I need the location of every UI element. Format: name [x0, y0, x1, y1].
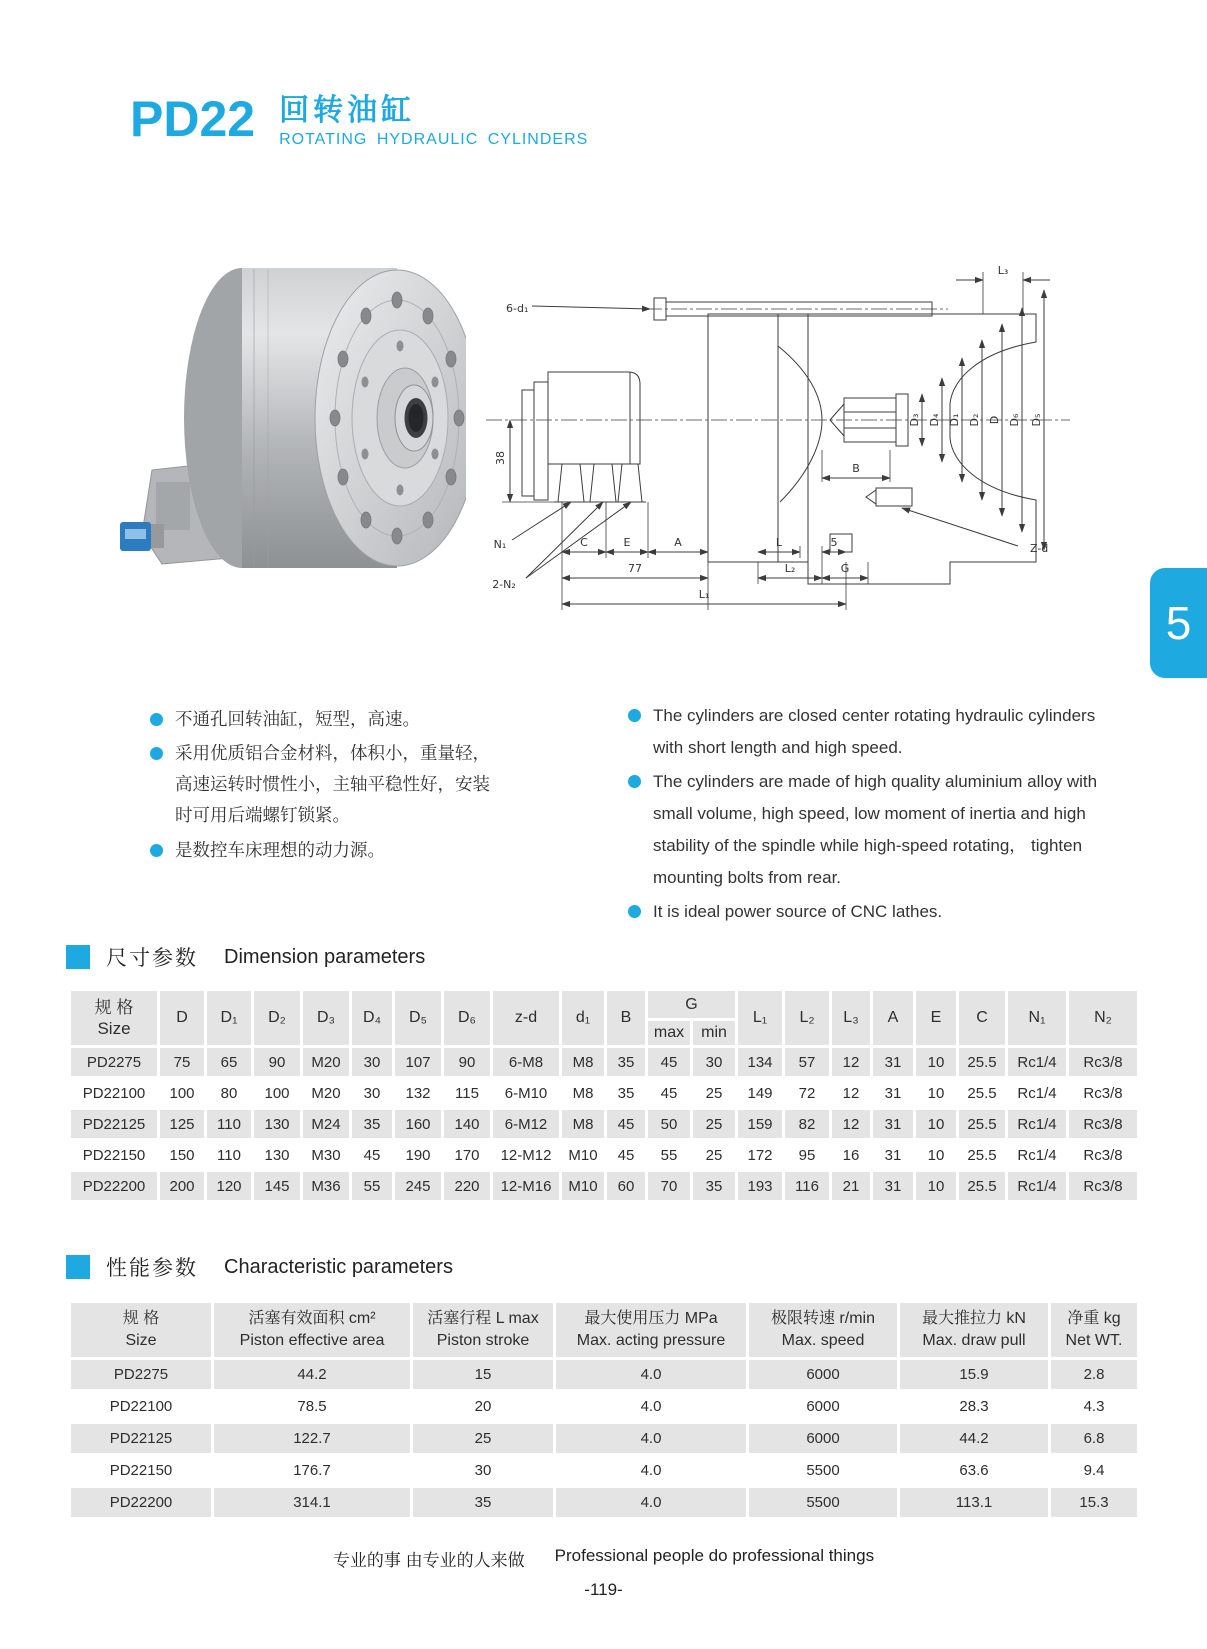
table-cell: 10 — [916, 1141, 956, 1169]
table-cell: 63.6 — [900, 1456, 1048, 1485]
feature-item — [150, 738, 502, 831]
dim-label-d6: D₆ — [1008, 413, 1021, 427]
dim-label-l3: L₃ — [997, 264, 1009, 277]
table-cell: 134 — [738, 1048, 782, 1076]
section-square-icon — [66, 945, 90, 969]
table-cell: PD22200 — [71, 1488, 211, 1517]
table-cell: 4.0 — [556, 1456, 746, 1485]
bullet-dot-icon — [150, 713, 163, 726]
col-header-en: Max. draw pull — [922, 1332, 1026, 1349]
col-header-size-zh: 规 格 — [94, 997, 134, 1017]
table-cell: 35 — [413, 1488, 553, 1517]
table-cell: 55 — [352, 1172, 392, 1200]
col-header: E — [916, 991, 956, 1045]
col-header-en: Max. acting pressure — [576, 1332, 726, 1349]
table-cell: M8 — [562, 1110, 604, 1138]
table-cell: PD22100 — [71, 1392, 211, 1421]
table-cell: 31 — [873, 1079, 913, 1107]
table-cell: 45 — [607, 1141, 645, 1169]
col-header-size-en: Size — [97, 1019, 131, 1038]
table-row — [71, 1048, 1137, 1076]
table-cell: 5500 — [749, 1488, 897, 1517]
table-cell: 25.5 — [959, 1141, 1005, 1169]
col-header: L₂ — [785, 991, 829, 1045]
bullet-dot-icon — [628, 709, 641, 722]
table-cell: Rc1/4 — [1008, 1079, 1066, 1107]
section-title-en: Dimension parameters — [224, 945, 426, 968]
technical-drawing — [478, 250, 1078, 627]
characteristic-table — [68, 1300, 1140, 1520]
table-cell: 6-M12 — [493, 1110, 559, 1138]
table-cell: 115 — [444, 1079, 490, 1107]
table-cell: 132 — [395, 1079, 441, 1107]
col-header — [1051, 1303, 1137, 1357]
table-cell: 57 — [785, 1048, 829, 1076]
col-header: D₅ — [395, 991, 441, 1045]
table-cell: 25.5 — [959, 1048, 1005, 1076]
dimension-section-header — [66, 942, 425, 972]
col-header-en: Piston effective area — [239, 1332, 385, 1349]
feature-text: It is ideal power source of CNC lathes. — [653, 901, 943, 921]
footer-slogan-zh: 专业的事 由专业的人来做 — [332, 1551, 525, 1570]
table-cell: Rc3/8 — [1069, 1079, 1137, 1107]
col-header — [749, 1303, 897, 1357]
table-cell: 190 — [395, 1141, 441, 1169]
table-cell: 113.1 — [900, 1488, 1048, 1517]
col-header-en: Size — [125, 1332, 157, 1349]
col-header: L₃ — [832, 991, 870, 1045]
table-cell: 159 — [738, 1110, 782, 1138]
col-header-gmax: max — [648, 1021, 690, 1045]
dim-label-l: L — [775, 536, 783, 549]
table-cell: 31 — [873, 1110, 913, 1138]
dim-label-77: 77 — [628, 562, 642, 575]
col-header — [71, 1303, 211, 1357]
table-cell: 90 — [254, 1048, 300, 1076]
brand-header — [130, 91, 589, 149]
dim-label-d5: D₅ — [1030, 413, 1043, 427]
table-cell: M24 — [303, 1110, 349, 1138]
table-cell: 12 — [832, 1110, 870, 1138]
table-cell: PD22150 — [71, 1141, 157, 1169]
table-cell: PD22100 — [71, 1079, 157, 1107]
table-cell: 245 — [395, 1172, 441, 1200]
table-row — [71, 1424, 1137, 1453]
col-header: C — [959, 991, 1005, 1045]
table-cell: 149 — [738, 1079, 782, 1107]
table-cell: 107 — [395, 1048, 441, 1076]
table-cell: 193 — [738, 1172, 782, 1200]
drawing-labels — [492, 264, 1048, 601]
table-cell: 25 — [693, 1141, 735, 1169]
dim-label-g: G — [840, 562, 850, 575]
table-cell: 25.5 — [959, 1172, 1005, 1200]
table-cell: 6000 — [749, 1360, 897, 1389]
table-cell: 12 — [832, 1048, 870, 1076]
col-header-zh: 最大使用压力 MPa — [584, 1309, 718, 1327]
dim-label-c: C — [580, 536, 588, 549]
table-cell: 220 — [444, 1172, 490, 1200]
col-header: D₂ — [254, 991, 300, 1045]
dim-label-b: B — [852, 462, 860, 475]
feature-text: The cylinders are made of high quality aluminium alloy with small volume, high speed, low moment of inertia and high stability of the spindle while high-speed rotating， tighten mounting bolts from rear. — [653, 771, 1098, 888]
col-header — [556, 1303, 746, 1357]
footer-slogan — [0, 1546, 1207, 1571]
dim-label-n1: N₁ — [493, 538, 507, 551]
table-cell: PD2275 — [71, 1048, 157, 1076]
bullet-dot-icon — [628, 775, 641, 788]
col-header-zh: 规 格 — [122, 1309, 160, 1327]
dim-label-38: 38 — [494, 451, 507, 465]
table-cell: 44.2 — [214, 1360, 410, 1389]
table-cell: 15.9 — [900, 1360, 1048, 1389]
table-cell: Rc3/8 — [1069, 1172, 1137, 1200]
features-list-en — [628, 700, 1112, 929]
table-cell: 30 — [352, 1048, 392, 1076]
section-square-icon — [66, 1255, 90, 1279]
table-cell: 30 — [693, 1048, 735, 1076]
dim-label-d1: D₁ — [948, 413, 961, 427]
table-cell: PD22200 — [71, 1172, 157, 1200]
col-header-g: G — [648, 991, 735, 1018]
table-cell: 90 — [444, 1048, 490, 1076]
dimension-table — [68, 988, 1140, 1203]
dim-label-2n2: 2-N₂ — [492, 578, 516, 591]
feature-item — [150, 835, 502, 866]
table-cell: 150 — [160, 1141, 204, 1169]
table-cell: M10 — [562, 1141, 604, 1169]
table-cell: 25.5 — [959, 1110, 1005, 1138]
table-cell: Rc1/4 — [1008, 1110, 1066, 1138]
table-cell: Rc3/8 — [1069, 1141, 1137, 1169]
page-title-zh: 回转油缸 — [279, 94, 416, 127]
table-cell: 20 — [413, 1392, 553, 1421]
table-cell: 45 — [352, 1141, 392, 1169]
section-title-zh: 尺寸参数 — [106, 947, 198, 970]
col-header-gmin: min — [693, 1021, 735, 1045]
dim-label-zd: Z-d — [1030, 542, 1049, 555]
table-cell: M8 — [562, 1048, 604, 1076]
table-cell: 35 — [352, 1110, 392, 1138]
table-cell: 9.4 — [1051, 1456, 1137, 1485]
table-cell: 78.5 — [214, 1392, 410, 1421]
table-cell: 16 — [832, 1141, 870, 1169]
col-header-size — [71, 991, 157, 1045]
table-cell: 25 — [693, 1079, 735, 1107]
cylinder-photo-shape — [120, 268, 466, 568]
table-cell: M8 — [562, 1079, 604, 1107]
feature-item — [628, 766, 1112, 895]
dim-label-d3: D₃ — [908, 413, 921, 427]
table-cell: 10 — [916, 1079, 956, 1107]
table-row — [71, 1110, 1137, 1138]
table-cell: M20 — [303, 1079, 349, 1107]
table-cell: Rc3/8 — [1069, 1048, 1137, 1076]
section-title-zh: 性能参数 — [106, 1257, 198, 1280]
dim-label-e: E — [623, 536, 631, 549]
table-cell: 30 — [413, 1456, 553, 1485]
col-header: D₃ — [303, 991, 349, 1045]
table-cell: 176.7 — [214, 1456, 410, 1485]
dim-label-5: 5 — [830, 536, 838, 549]
features-list-zh — [150, 704, 502, 869]
table-cell: 160 — [395, 1110, 441, 1138]
table-cell: 25.5 — [959, 1079, 1005, 1107]
table-cell: 70 — [648, 1172, 690, 1200]
table-cell: 65 — [207, 1048, 251, 1076]
col-header-en: Net WT. — [1065, 1332, 1123, 1349]
footer-slogan-en: Professional people do professional things — [554, 1546, 875, 1565]
dim-label-6d1: 6-d₁ — [506, 302, 529, 315]
dim-label-d4: D₄ — [928, 413, 941, 427]
dim-label-d2: D₂ — [968, 413, 981, 427]
col-header: N₂ — [1069, 991, 1137, 1045]
table-cell: 100 — [254, 1079, 300, 1107]
table-cell: 75 — [160, 1048, 204, 1076]
table-cell: 15.3 — [1051, 1488, 1137, 1517]
table-cell: 6000 — [749, 1392, 897, 1421]
col-header: z-d — [493, 991, 559, 1045]
table-cell: 31 — [873, 1141, 913, 1169]
table-cell: 6-M8 — [493, 1048, 559, 1076]
table-cell: 4.3 — [1051, 1392, 1137, 1421]
table-cell: 100 — [160, 1079, 204, 1107]
table-cell: 6-M10 — [493, 1079, 559, 1107]
table-cell: PD2275 — [71, 1360, 211, 1389]
bullet-dot-icon — [628, 905, 641, 918]
table-cell: M10 — [562, 1172, 604, 1200]
col-header: B — [607, 991, 645, 1045]
title-group — [279, 94, 588, 149]
table-cell: 145 — [254, 1172, 300, 1200]
dim-label-l2: L₂ — [784, 562, 796, 575]
table-cell: 122.7 — [214, 1424, 410, 1453]
col-header-zh: 净重 kg — [1067, 1309, 1121, 1327]
table-cell: 130 — [254, 1141, 300, 1169]
table-cell: 4.0 — [556, 1360, 746, 1389]
col-header: D — [160, 991, 204, 1045]
col-header: d₁ — [562, 991, 604, 1045]
table-cell: 130 — [254, 1110, 300, 1138]
table-cell: 35 — [607, 1079, 645, 1107]
table-cell: 125 — [160, 1110, 204, 1138]
table-cell: 116 — [785, 1172, 829, 1200]
table-cell: PD22125 — [71, 1424, 211, 1453]
table-cell: 25 — [413, 1424, 553, 1453]
table-cell: Rc1/4 — [1008, 1141, 1066, 1169]
col-header — [413, 1303, 553, 1357]
table-cell: 4.0 — [556, 1488, 746, 1517]
feature-text: 不通孔回转油缸，短型，高速。 — [175, 709, 420, 729]
table-cell: 45 — [648, 1079, 690, 1107]
table-cell: 21 — [832, 1172, 870, 1200]
table-cell: 80 — [207, 1079, 251, 1107]
table-cell: 55 — [648, 1141, 690, 1169]
col-header: A — [873, 991, 913, 1045]
table-cell: 5500 — [749, 1456, 897, 1485]
table-cell: 170 — [444, 1141, 490, 1169]
table-cell: 25 — [693, 1110, 735, 1138]
feature-item — [628, 896, 1112, 928]
table-cell: 10 — [916, 1110, 956, 1138]
col-header — [900, 1303, 1048, 1357]
col-header: D₁ — [207, 991, 251, 1045]
table-cell: 44.2 — [900, 1424, 1048, 1453]
feature-item — [628, 700, 1112, 765]
table-row — [71, 1360, 1137, 1389]
col-header: D₆ — [444, 991, 490, 1045]
table-cell: 110 — [207, 1141, 251, 1169]
table-cell: 10 — [916, 1172, 956, 1200]
table-row — [71, 1079, 1137, 1107]
table-cell: 45 — [648, 1048, 690, 1076]
col-header-zh: 最大推拉力 kN — [921, 1309, 1026, 1327]
table-cell: 30 — [352, 1079, 392, 1107]
table-row — [71, 1172, 1137, 1200]
col-header: N₁ — [1008, 991, 1066, 1045]
col-header-zh: 活塞行程 L max — [427, 1309, 539, 1327]
col-header-zh: 活塞有效面积 cm² — [248, 1309, 376, 1327]
table-cell: PD22125 — [71, 1110, 157, 1138]
table-cell: 95 — [785, 1141, 829, 1169]
table-cell: 60 — [607, 1172, 645, 1200]
table-cell: 15 — [413, 1360, 553, 1389]
bullet-dot-icon — [150, 844, 163, 857]
col-header-zh: 极限转速 r/min — [770, 1309, 875, 1327]
table-cell: 28.3 — [900, 1392, 1048, 1421]
table-cell: 72 — [785, 1079, 829, 1107]
table-cell: 314.1 — [214, 1488, 410, 1517]
table-cell: 4.0 — [556, 1392, 746, 1421]
table-cell: 35 — [693, 1172, 735, 1200]
table-cell: 4.0 — [556, 1424, 746, 1453]
table-cell: 120 — [207, 1172, 251, 1200]
col-header: D₄ — [352, 991, 392, 1045]
page-number: -119- — [584, 1580, 623, 1599]
model-code: PD22 — [130, 91, 256, 147]
table-cell: 82 — [785, 1110, 829, 1138]
table-row — [71, 1392, 1137, 1421]
characteristic-section-header — [66, 1252, 453, 1282]
feature-text: The cylinders are closed center rotating hydraulic cylinders with short length and high speed. — [653, 706, 1096, 758]
table-cell: PD22150 — [71, 1456, 211, 1485]
col-header-en: Max. speed — [781, 1332, 865, 1349]
table-cell: 45 — [607, 1110, 645, 1138]
table-cell: 110 — [207, 1110, 251, 1138]
section-title-en: Characteristic parameters — [224, 1255, 453, 1278]
table-cell: Rc3/8 — [1069, 1110, 1137, 1138]
table-cell: 12-M16 — [493, 1172, 559, 1200]
table-cell: 50 — [648, 1110, 690, 1138]
table-cell: 12 — [832, 1079, 870, 1107]
table-row — [71, 1456, 1137, 1485]
table-cell: 12-M12 — [493, 1141, 559, 1169]
table-cell: 200 — [160, 1172, 204, 1200]
chapter-tab[interactable]: 5 — [1150, 568, 1207, 678]
table-cell: 172 — [738, 1141, 782, 1169]
feature-text: 是数控车床理想的动力源。 — [175, 839, 385, 860]
dim-label-a: A — [674, 536, 682, 549]
table-cell: 6.8 — [1051, 1424, 1137, 1453]
table-cell: Rc1/4 — [1008, 1048, 1066, 1076]
col-header: L₁ — [738, 991, 782, 1045]
product-photo — [92, 238, 466, 595]
table-cell: 140 — [444, 1110, 490, 1138]
table-cell: 35 — [607, 1048, 645, 1076]
feature-text: 采用优质铝合金材料，体积小，重量轻，高速运转时惯性小，主轴平稳性好，安装时可用后端螺钉锁紧。 — [175, 743, 490, 826]
bullet-dot-icon — [150, 747, 163, 760]
dim-label-d: D — [988, 415, 1001, 425]
table-row — [71, 1488, 1137, 1517]
table-cell: 2.8 — [1051, 1360, 1137, 1389]
col-header-en: Piston stroke — [436, 1332, 530, 1349]
table-cell: 6000 — [749, 1424, 897, 1453]
page-title-en: ROTATING HYDRAULIC CYLINDERS — [279, 131, 589, 148]
table-cell: 10 — [916, 1048, 956, 1076]
table-cell: M36 — [303, 1172, 349, 1200]
table-row — [71, 1141, 1137, 1169]
feature-item — [150, 704, 502, 735]
col-header — [214, 1303, 410, 1357]
table-cell: M20 — [303, 1048, 349, 1076]
table-cell: M30 — [303, 1141, 349, 1169]
table-cell: 31 — [873, 1172, 913, 1200]
table-cell: 31 — [873, 1048, 913, 1076]
dim-label-l1: L₁ — [698, 588, 710, 601]
table-cell: Rc1/4 — [1008, 1172, 1066, 1200]
